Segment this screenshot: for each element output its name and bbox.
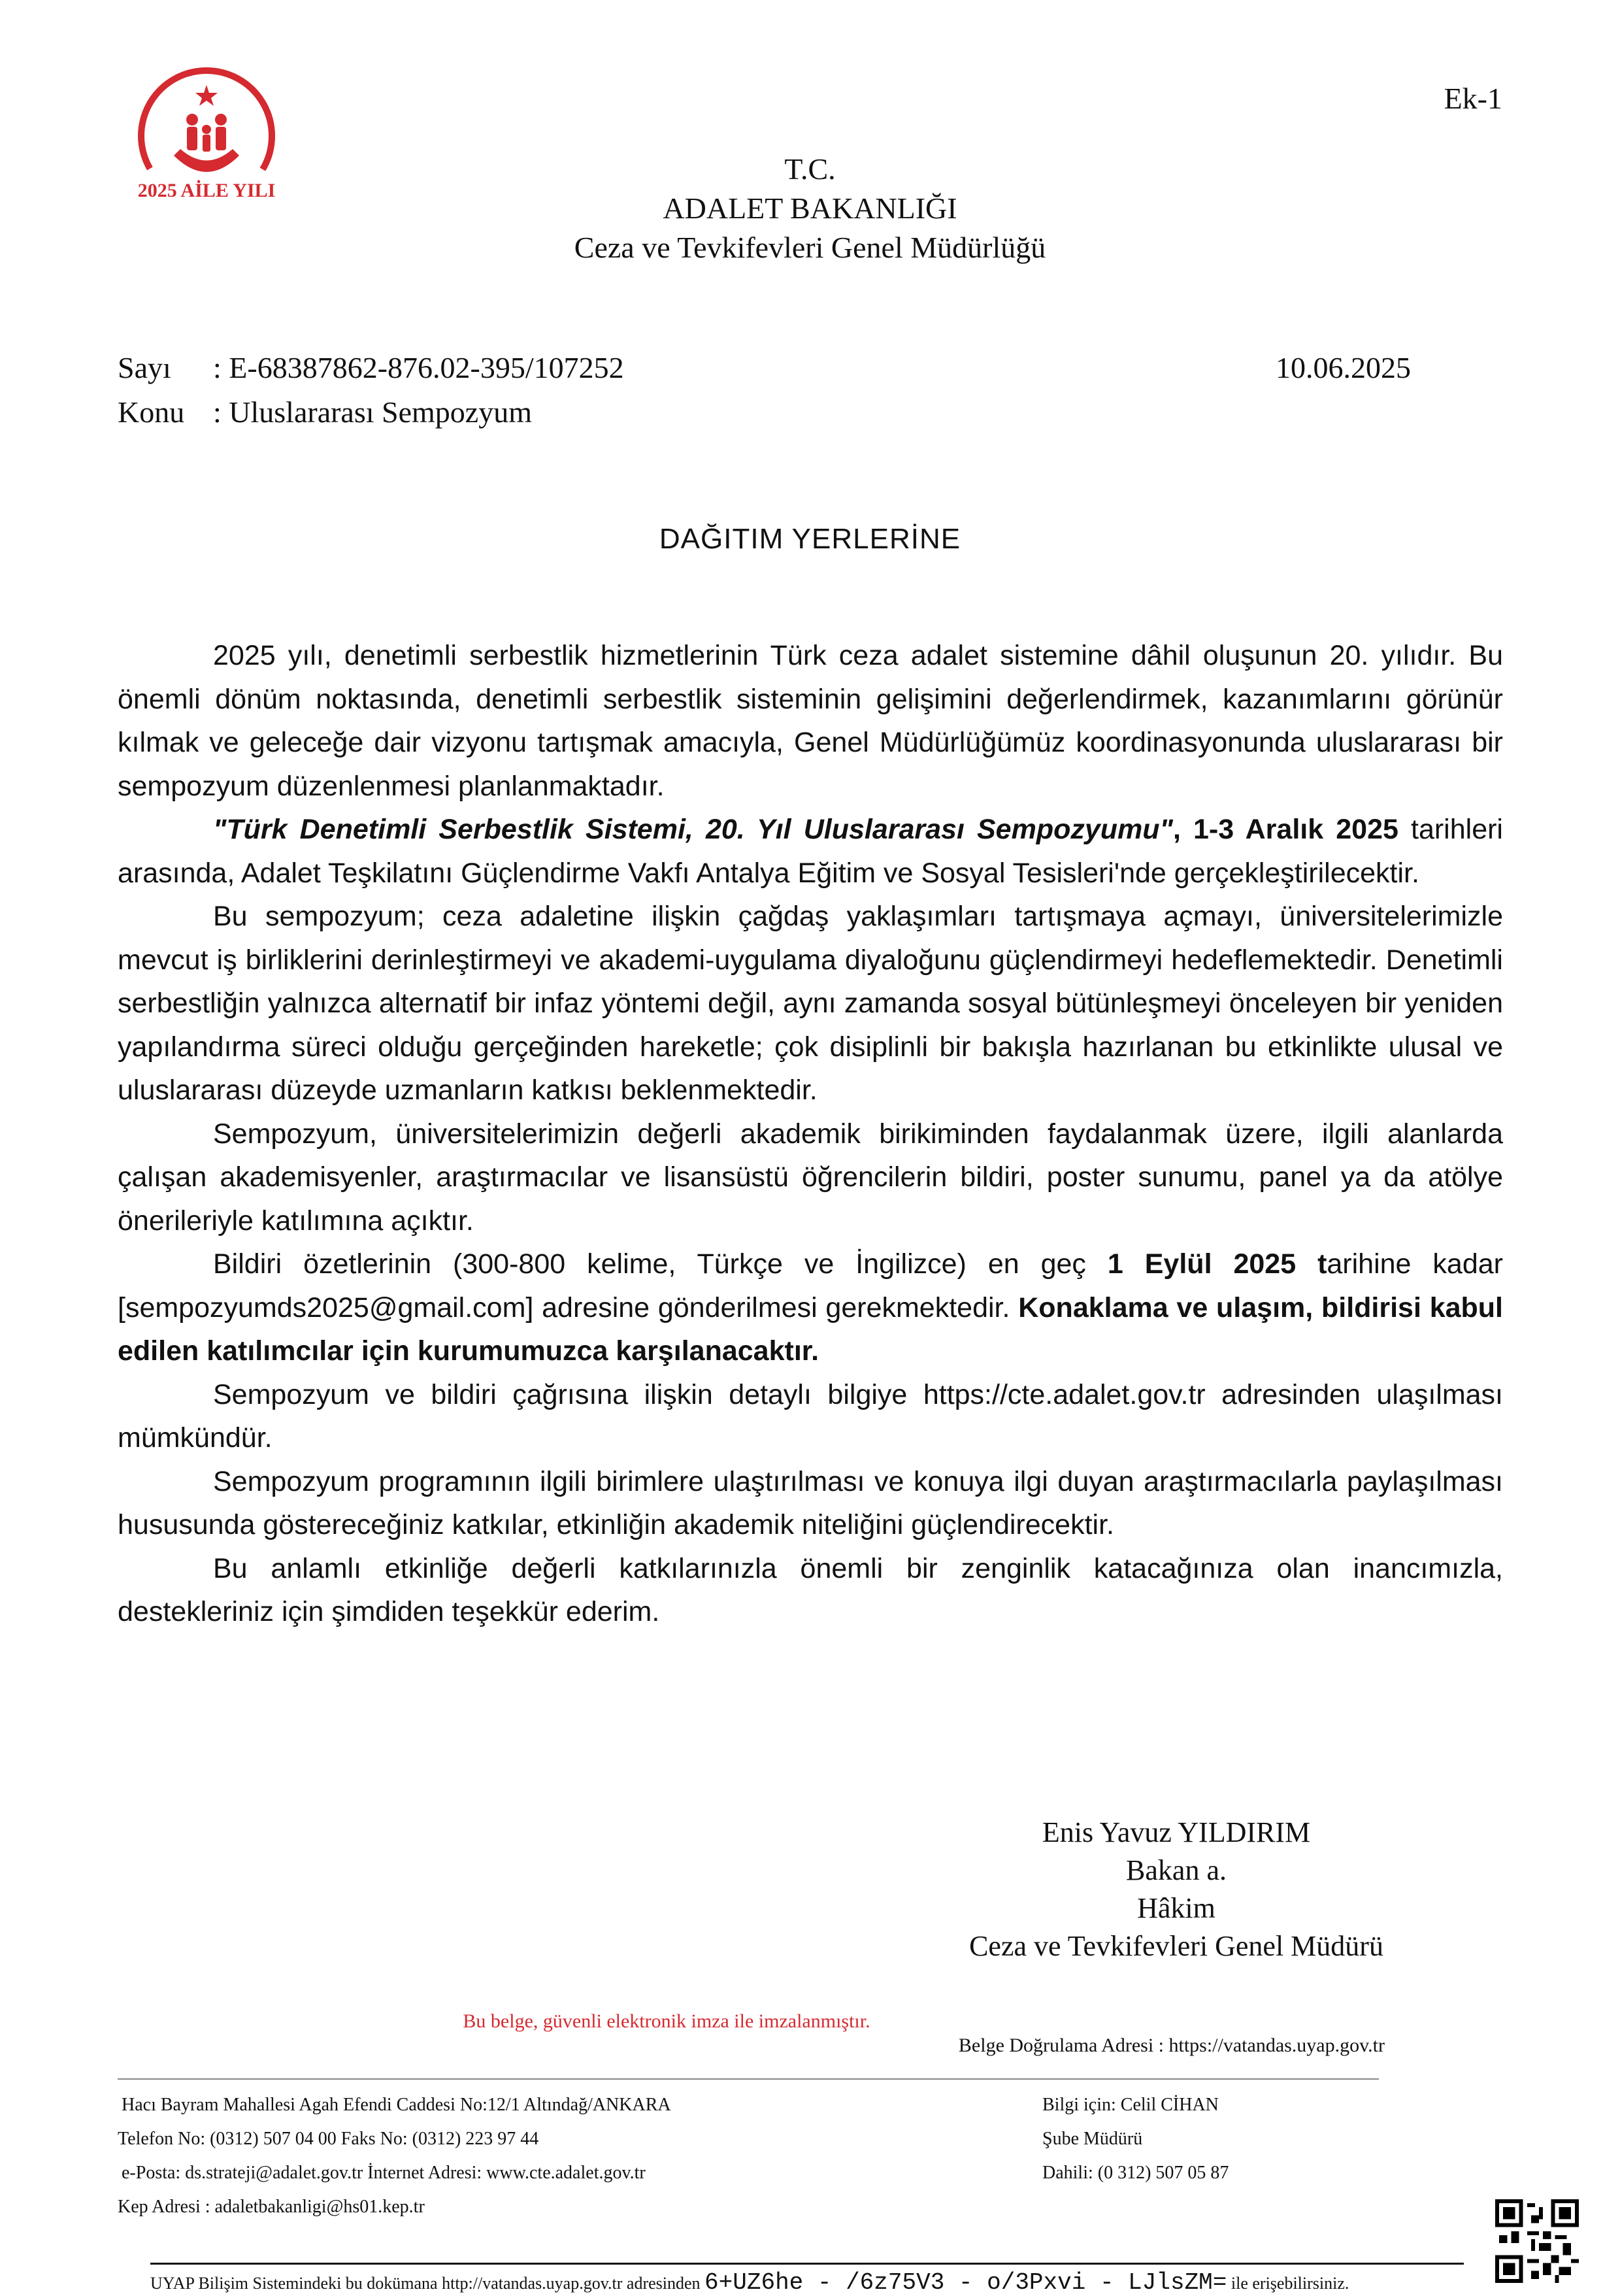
signer-line-3: Hâkim [1137,1892,1215,1924]
footer-kep: Kep Adresi : adaletbakanligi@hs01.kep.tr [118,2197,425,2217]
uyap-access-line [150,2269,1349,2296]
konu-label: Konu [118,395,185,429]
paragraph-8: Bu anlamlı etkinliğe değerli katkılarınızla önemli bir zenginlik katacağınıza olan inancımızla, destekleriniz için şimdiden teşekkür ederim. [118,1552,1503,1627]
contact-ext: Dahili: (0 312) 507 05 87 [1042,2163,1229,2183]
uyap-post: ile erişebilirsiniz. [1227,2274,1349,2293]
accommodation-note: Konaklama ve ulaşım, bildirisi kabul edilen katılımcılar için kurumumuzca karşılanacaktır. [118,1291,1504,1367]
footer-phone: Telefon No: (0312) 507 04 00 Faks No: (0312) 223 97 44 [118,2129,539,2149]
p5-text-a: Bildiri özetlerinin (300-800 kelime, Türkçe ve İngilizce) en geç [213,1248,1108,1280]
contact-title: Şube Müdürü [1042,2129,1143,2149]
bottom-divider [150,2263,1464,2265]
signature-block [850,1814,1503,1965]
logo-text: 2025 AİLE YILI [137,180,276,201]
signer-name: Enis Yavuz YILDIRIM [1042,1816,1311,1848]
paragraph-2 [118,808,1503,895]
footer-address: Hacı Bayram Mahallesi Agah Efendi Caddesi No:12/1 Altındağ/ANKARA [122,2095,671,2115]
footer-divider [118,2078,1379,2080]
deadline: 1 Eylül 2025 t [1107,1248,1327,1280]
p5-text-b: arihine kadar [sempozyumds2025@gmail.com] adresine gönderilmesi gerekmektedir. [118,1248,1503,1323]
document-date: 10.06.2025 [1276,351,1411,384]
signer-title: Ceza ve Tevkifevleri Genel Müdürü [969,1930,1383,1962]
header-line-3: Ceza ve Tevkifevleri Genel Müdürlüğü [574,231,1046,264]
verify-address: Belge Doğrulama Adresi : https://vatandas.uyap.gov.tr [958,2035,1385,2056]
addressee-title: DAĞITIM YERLERİNE [659,523,961,555]
konu-value: : Uluslararası Sempozyum [213,395,533,429]
paragraph-7: Sempozyum programının ilgili birimlere ulaştırılması ve konuya ilgi duyan araştırmacılarla paylaşılması hususunda göstereceğiniz katkılar, etkinliğin akademik niteliğini güçlendirecektir. [118,1465,1503,1540]
paragraph-5 [118,1242,1503,1373]
paragraph-6: Sempozyum ve bildiri çağrısına ilişkin detaylı bilgiye https://cte.adalet.gov.tr adresinden ulaşılması mümkündür. [118,1378,1503,1454]
annex-label: Ek-1 [1444,82,1502,115]
access-code: 6+UZ6he - /6z75V3 - o/3Pxvi - LJlsZM= [704,2269,1227,2296]
paragraph-3: Bu sempozyum; ceza adaletine ilişkin çağdaş yaklaşımları tartışmaya açmayı, üniversitelerimizle mevcut iş birliklerini derinleştirmeyi ve akademi-uygulama diyaloğunu güçlendirmeyi hedeflemektedir. Denetimli serbestliğin yalnızca alternatif bir infaz yöntemi değil, aynı zamanda sosyal bütünleşmeyi önceleyen bir yeniden yapılandırma süreci olduğu gerçeğinden hareketle; çok disiplinli bir bakışla hazırlanan bu etkinlikte ulusal ve uluslararası düzeyde uzmanların katkısı beklenmektedir. [118,901,1503,1106]
letter-body [118,634,1503,1634]
footer-email: e-Posta: ds.strateji@adalet.gov.tr İnternet Adresi: www.cte.adalet.gov.tr [122,2163,646,2183]
esign-notice: Bu belge, güvenli elektronik imza ile imzalanmıştır. [463,2010,870,2032]
qr-code-icon [1495,2199,1579,2283]
paragraph-2-rest: tarihleri arasında, Adalet Teşkilatını Güçlendirme Vakfı Antalya Eğitim ve Sosyal Tesisleri'nde gerçekleştirilecektir. [118,814,1503,889]
header-line-2: ADALET BAKANLIĞI [663,191,957,225]
paragraph-4: Sempozyum, üniversitelerimizin değerli akademik birikiminden faydalanmak üzere, ilgili alanlarda çalışan akademisyenler, araştırmacılar ve lisansüstü öğrencilerin bildiri, poster sunumu, panel ya da atölye önerileriyle katılımına açıktır. [118,1118,1503,1237]
paragraph-1: 2025 yılı, denetimli serbestlik hizmetlerinin Türk ceza adalet sistemine dâhil oluşunun 20. yılıdır. Bu önemli dönüm noktasında, denetimli serbestlik sisteminin gelişimini değerlendirmek, kazanımlarını görünür kılmak ve geleceğe dair vizyonu tartışmak amacıyla, Genel Müdürlüğümüz koordinasyonunda uluslararası bir sempozyum düzenlenmesi planlanmaktadır. [118,640,1503,802]
symposium-title: "Türk Denetimli Serbestlik Sistemi, 20. Yıl Uluslararası Sempozyumu" [213,814,1173,845]
sayi-value: : E-68387862-876.02-395/107252 [213,351,624,384]
symposium-date: 1-3 Aralık 2025 [1193,814,1398,845]
signer-line-2: Bakan a. [1126,1854,1227,1886]
header-line-1: T.C. [784,152,836,186]
separator: , [1172,814,1193,845]
uyap-pre: UYAP Bilişim Sistemindeki bu dokümana http://vatandas.uyap.gov.tr adresinden [150,2274,705,2293]
contact-name: Bilgi için: Celil CİHAN [1042,2095,1219,2115]
sayi-label: Sayı [118,351,171,384]
